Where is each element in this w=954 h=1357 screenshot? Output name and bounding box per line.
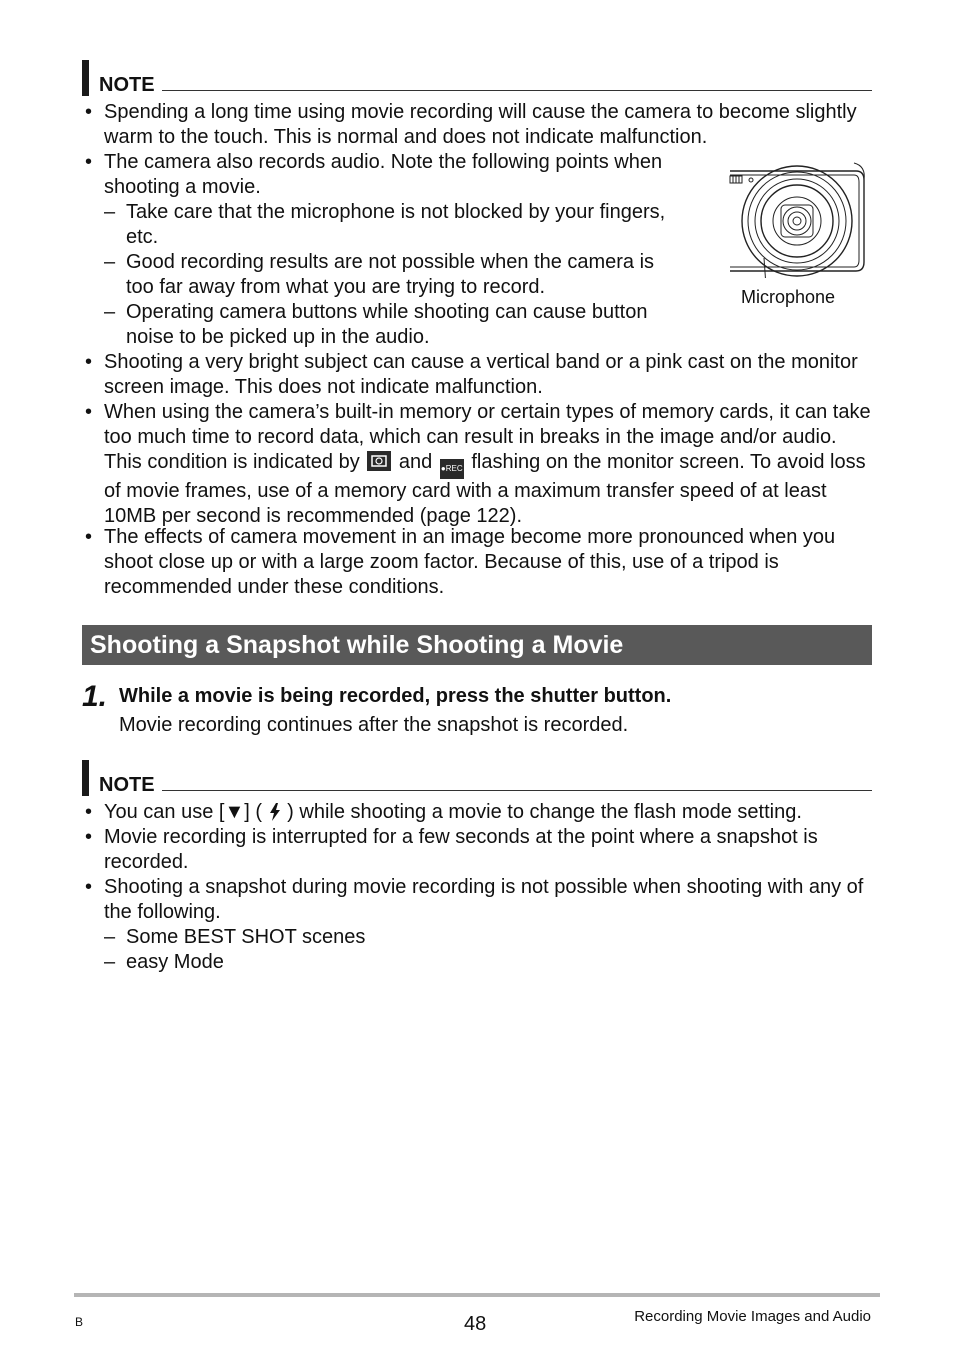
note-item-memory xyxy=(104,400,874,529)
camera-front-illustration xyxy=(724,158,868,278)
footer-rule xyxy=(74,1293,880,1297)
note-header xyxy=(82,60,872,96)
rec-icon: ●REC xyxy=(440,459,464,479)
note-bar xyxy=(82,60,89,96)
step-instruction: While a movie is being recorded, press the shutter button. xyxy=(119,685,672,707)
note-item-bright-subject: Shooting a very bright subject can cause a vertical band or a pink cast on the monitor screen image. This does not indicate malfunction. xyxy=(104,351,858,398)
note-bar xyxy=(82,760,89,796)
note-label: NOTE xyxy=(99,774,155,796)
note-item-interrupted: Movie recording is interrupted for a few seconds at the point where a snapshot is recorded. xyxy=(104,826,818,873)
sub-item-buttons-l2: noise to be picked up in the audio. xyxy=(126,326,430,348)
step-result: Movie recording continues after the snapshot is recorded. xyxy=(119,714,629,736)
step-number: 1. xyxy=(82,680,108,713)
note-item-flash-text-b: ) while shooting a movie to change the flash mode setting. xyxy=(287,801,802,823)
note-item-flash-text-a: You can use [▼] ( xyxy=(104,801,263,823)
page-number: 48 xyxy=(464,1313,487,1335)
note-label: NOTE xyxy=(99,74,155,96)
sub-item-easy-mode: easy Mode xyxy=(126,951,224,973)
sub-item-buttons-l1: Operating camera buttons while shooting can cause button xyxy=(126,301,648,323)
note-item-not-possible: Shooting a snapshot during movie recording is not possible when shooting with any of the following. xyxy=(104,876,864,923)
bullet-glyph: • xyxy=(85,101,93,123)
dash-glyph: – xyxy=(104,926,116,948)
chapter-title: Recording Movie Images and Audio xyxy=(634,1308,871,1325)
note-item-audio-l1: The camera also records audio. Note the following points when xyxy=(104,151,663,173)
note-rule xyxy=(162,790,872,791)
note-item-tripod: The effects of camera movement in an image become more pronounced when you shoot close up or with a large zoom factor. Because of this, use of a tripod is recommended under these conditions. xyxy=(104,526,836,598)
note-item-warm: Spending a long time using movie recording will cause the camera to become slightly warm to the touch. This is normal and does not indicate malfunction. xyxy=(104,101,857,148)
dash-glyph: – xyxy=(104,251,116,273)
section-header xyxy=(82,625,872,665)
flash-icon xyxy=(268,802,282,822)
microphone-label: Microphone xyxy=(741,287,836,307)
section-title: Shooting a Snapshot while Shooting a Movie xyxy=(90,631,624,659)
bullet-glyph: • xyxy=(85,351,93,373)
sub-item-fingers-l2: etc. xyxy=(126,226,159,248)
sub-item-best-shot: Some BEST SHOT scenes xyxy=(126,926,366,948)
bullet-glyph: • xyxy=(85,876,93,898)
bullet-glyph: • xyxy=(85,801,93,823)
dash-glyph: – xyxy=(104,951,116,973)
sub-item-fingers-l1: Take care that the microphone is not blocked by your fingers, xyxy=(126,201,666,223)
note-item-audio-l2: shooting a movie. xyxy=(104,176,261,198)
footer-language-code: B xyxy=(75,1315,84,1329)
note-item-memory-text-b: flashing on the monitor screen. To avoid loss of movie frames, use of a memory card with a maximum transfer speed of at least 10MB per second is recommended (page 122). xyxy=(104,451,866,527)
note-item-flash-mode xyxy=(104,800,864,825)
bullet-glyph: • xyxy=(85,826,93,848)
note-item-memory-text-a: When using the camera’s built-in memory or certain types of memory cards, it can take too much time to record data, which can result in breaks in the image and/or audio. This condition is indicated by xyxy=(104,401,871,473)
sub-item-distance-l2: too far away from what you are trying to record. xyxy=(126,276,546,298)
note-item-memory-and: and xyxy=(398,451,433,473)
camera-busy-icon xyxy=(367,451,391,471)
bullet-glyph: • xyxy=(85,526,93,548)
bullet-glyph: • xyxy=(85,151,93,173)
dash-glyph: – xyxy=(104,301,116,323)
bullet-glyph: • xyxy=(85,401,93,423)
note-rule xyxy=(162,90,872,91)
sub-item-distance-l1: Good recording results are not possible when the camera is xyxy=(126,251,655,273)
dash-glyph: – xyxy=(104,201,116,223)
note-header xyxy=(82,760,872,796)
